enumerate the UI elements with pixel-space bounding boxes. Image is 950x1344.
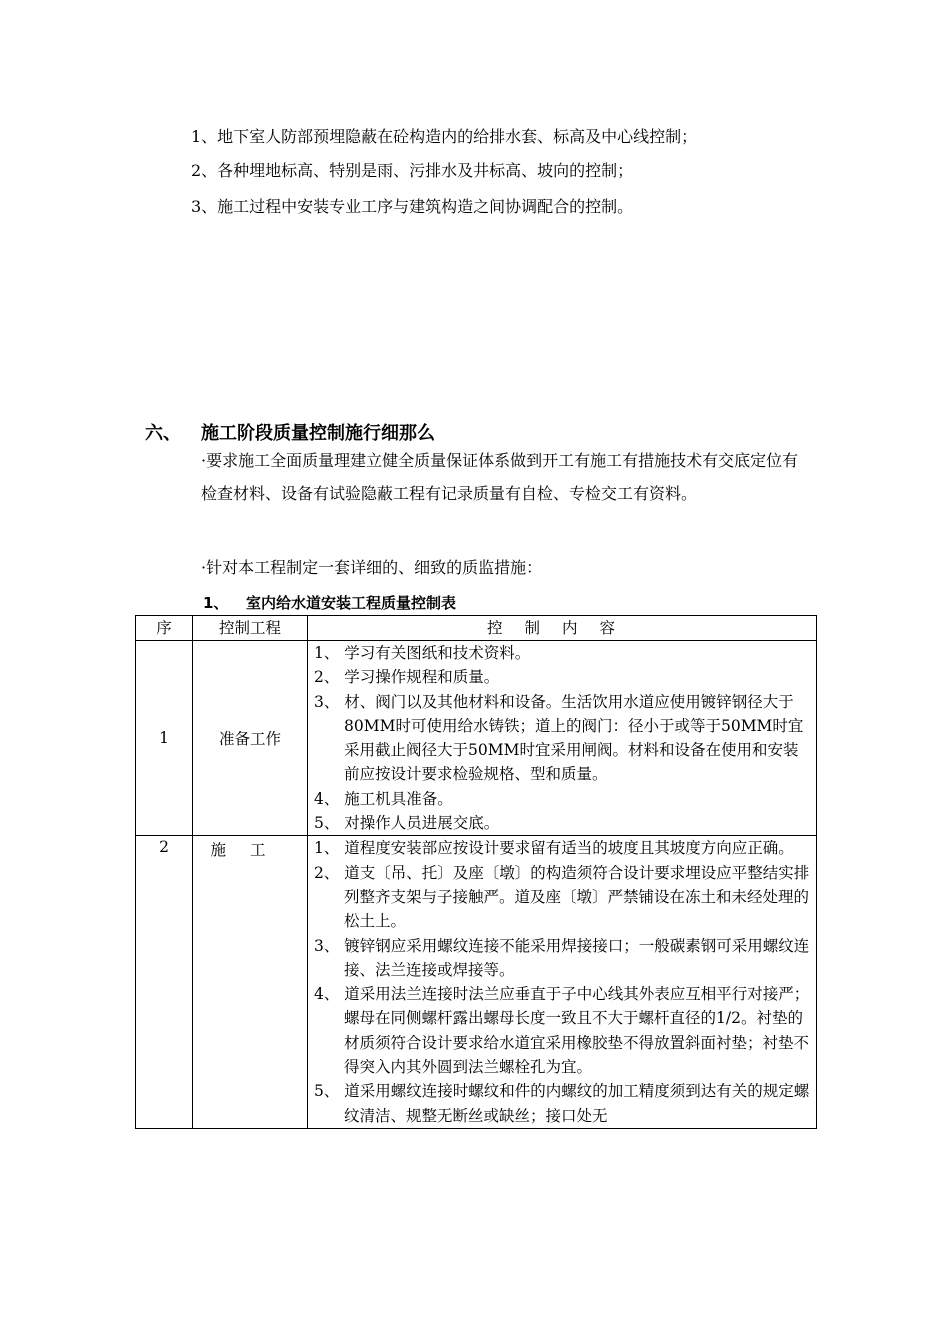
table-header-row — [136, 616, 817, 641]
section-title: 施工阶段质量控制施行细那么 — [201, 423, 435, 444]
intro-item-1: 1、地下室人防部预埋隐蔽在砼构造内的给排水套、标高及中心线控制； — [191, 127, 698, 146]
row-content — [308, 836, 817, 1129]
table-row — [136, 641, 817, 836]
content-item: 2、 学习操作规程和质量。 — [314, 668, 500, 687]
section-paragraph-2: ·针对本工程制定一套详细的、细致的质监措施： — [201, 558, 543, 577]
row-project: 施工 — [193, 836, 308, 1129]
content-item: 4、 施工机具准备。 — [314, 789, 453, 808]
intro-item-3: 3、施工过程中安装专业工序与建筑构造之间协调配合的控制。 — [191, 197, 634, 216]
content-item: 2、 道支〔吊、托〕及座〔墩〕的构造须符合设计要求埋设应平整结实排列整齐支架与子接触严。道及座〔墩〕严禁铺设在冻土和未经处理的松土上。 — [314, 863, 810, 931]
row-project: 准备工作 — [193, 641, 308, 836]
content-item: 4、 道采用法兰连接时法兰应垂直于子中心线其外表应互相平行对接严；螺母在同侧螺杆露出螺母长度一致且不大于螺杆直径的1/2。衬垫的材质须符合设计要求给水道宜采用橡胶垫不得放置斜面衬垫；衬垫不得突入内其外圆到法兰螺栓孔为宜。 — [314, 985, 810, 1077]
row-content — [308, 641, 817, 836]
header-project: 控制工程 — [193, 616, 308, 641]
header-seq: 序 — [136, 616, 193, 641]
content-item: 1、 道程度安装部应按设计要求留有适当的坡度且其坡度方向应正确。 — [314, 839, 794, 858]
content-item: 5、 道采用螺纹连接时螺纹和件的内螺纹的加工精度须到达有关的规定螺纹清洁、规整无断丝或缺丝；接口处无 — [314, 1082, 810, 1125]
content-item: 5、 对操作人员进展交底。 — [314, 814, 500, 833]
header-content: 控制内容 — [308, 616, 817, 641]
content-item: 3、 镀锌钢应采用螺纹连接不能采用焊接接口；一般碳素钢可采用螺纹连接、法兰连接或焊接等。 — [314, 936, 810, 979]
content-item: 3、 材、阀门以及其他材料和设备。生活饮用水道应使用镀锌钢径大于80MM时可使用给水铸铁；道上的阀门：径小于或等于50MM时宜采用截止阀径大于50MM时宜采用闸阀。材料和设备在使用和安装前应按设计要求检验规格、型和质量。 — [314, 692, 804, 784]
quality-control-table — [135, 615, 817, 1129]
section-paragraph-1: ·要求施工全面质量理建立健全质量保证体系做到开工有施工有措施技术有交底定位有检查材料、设备有试验隐蔽工程有记录质量有自检、专检交工有资料。 — [201, 451, 799, 503]
table-heading-title: 室内给水道安装工程质量控制表 — [246, 594, 457, 612]
table-heading-number: 1、 — [203, 594, 229, 612]
row-seq: 2 — [136, 836, 193, 1129]
intro-item-2: 2、各种埋地标高、特别是雨、污排水及井标高、坡向的控制； — [191, 161, 634, 180]
section-number: 六、 — [145, 423, 181, 444]
row-seq: 1 — [136, 641, 193, 836]
content-item: 1、 学习有关图纸和技术资料。 — [314, 644, 531, 662]
table-row — [136, 836, 817, 1129]
